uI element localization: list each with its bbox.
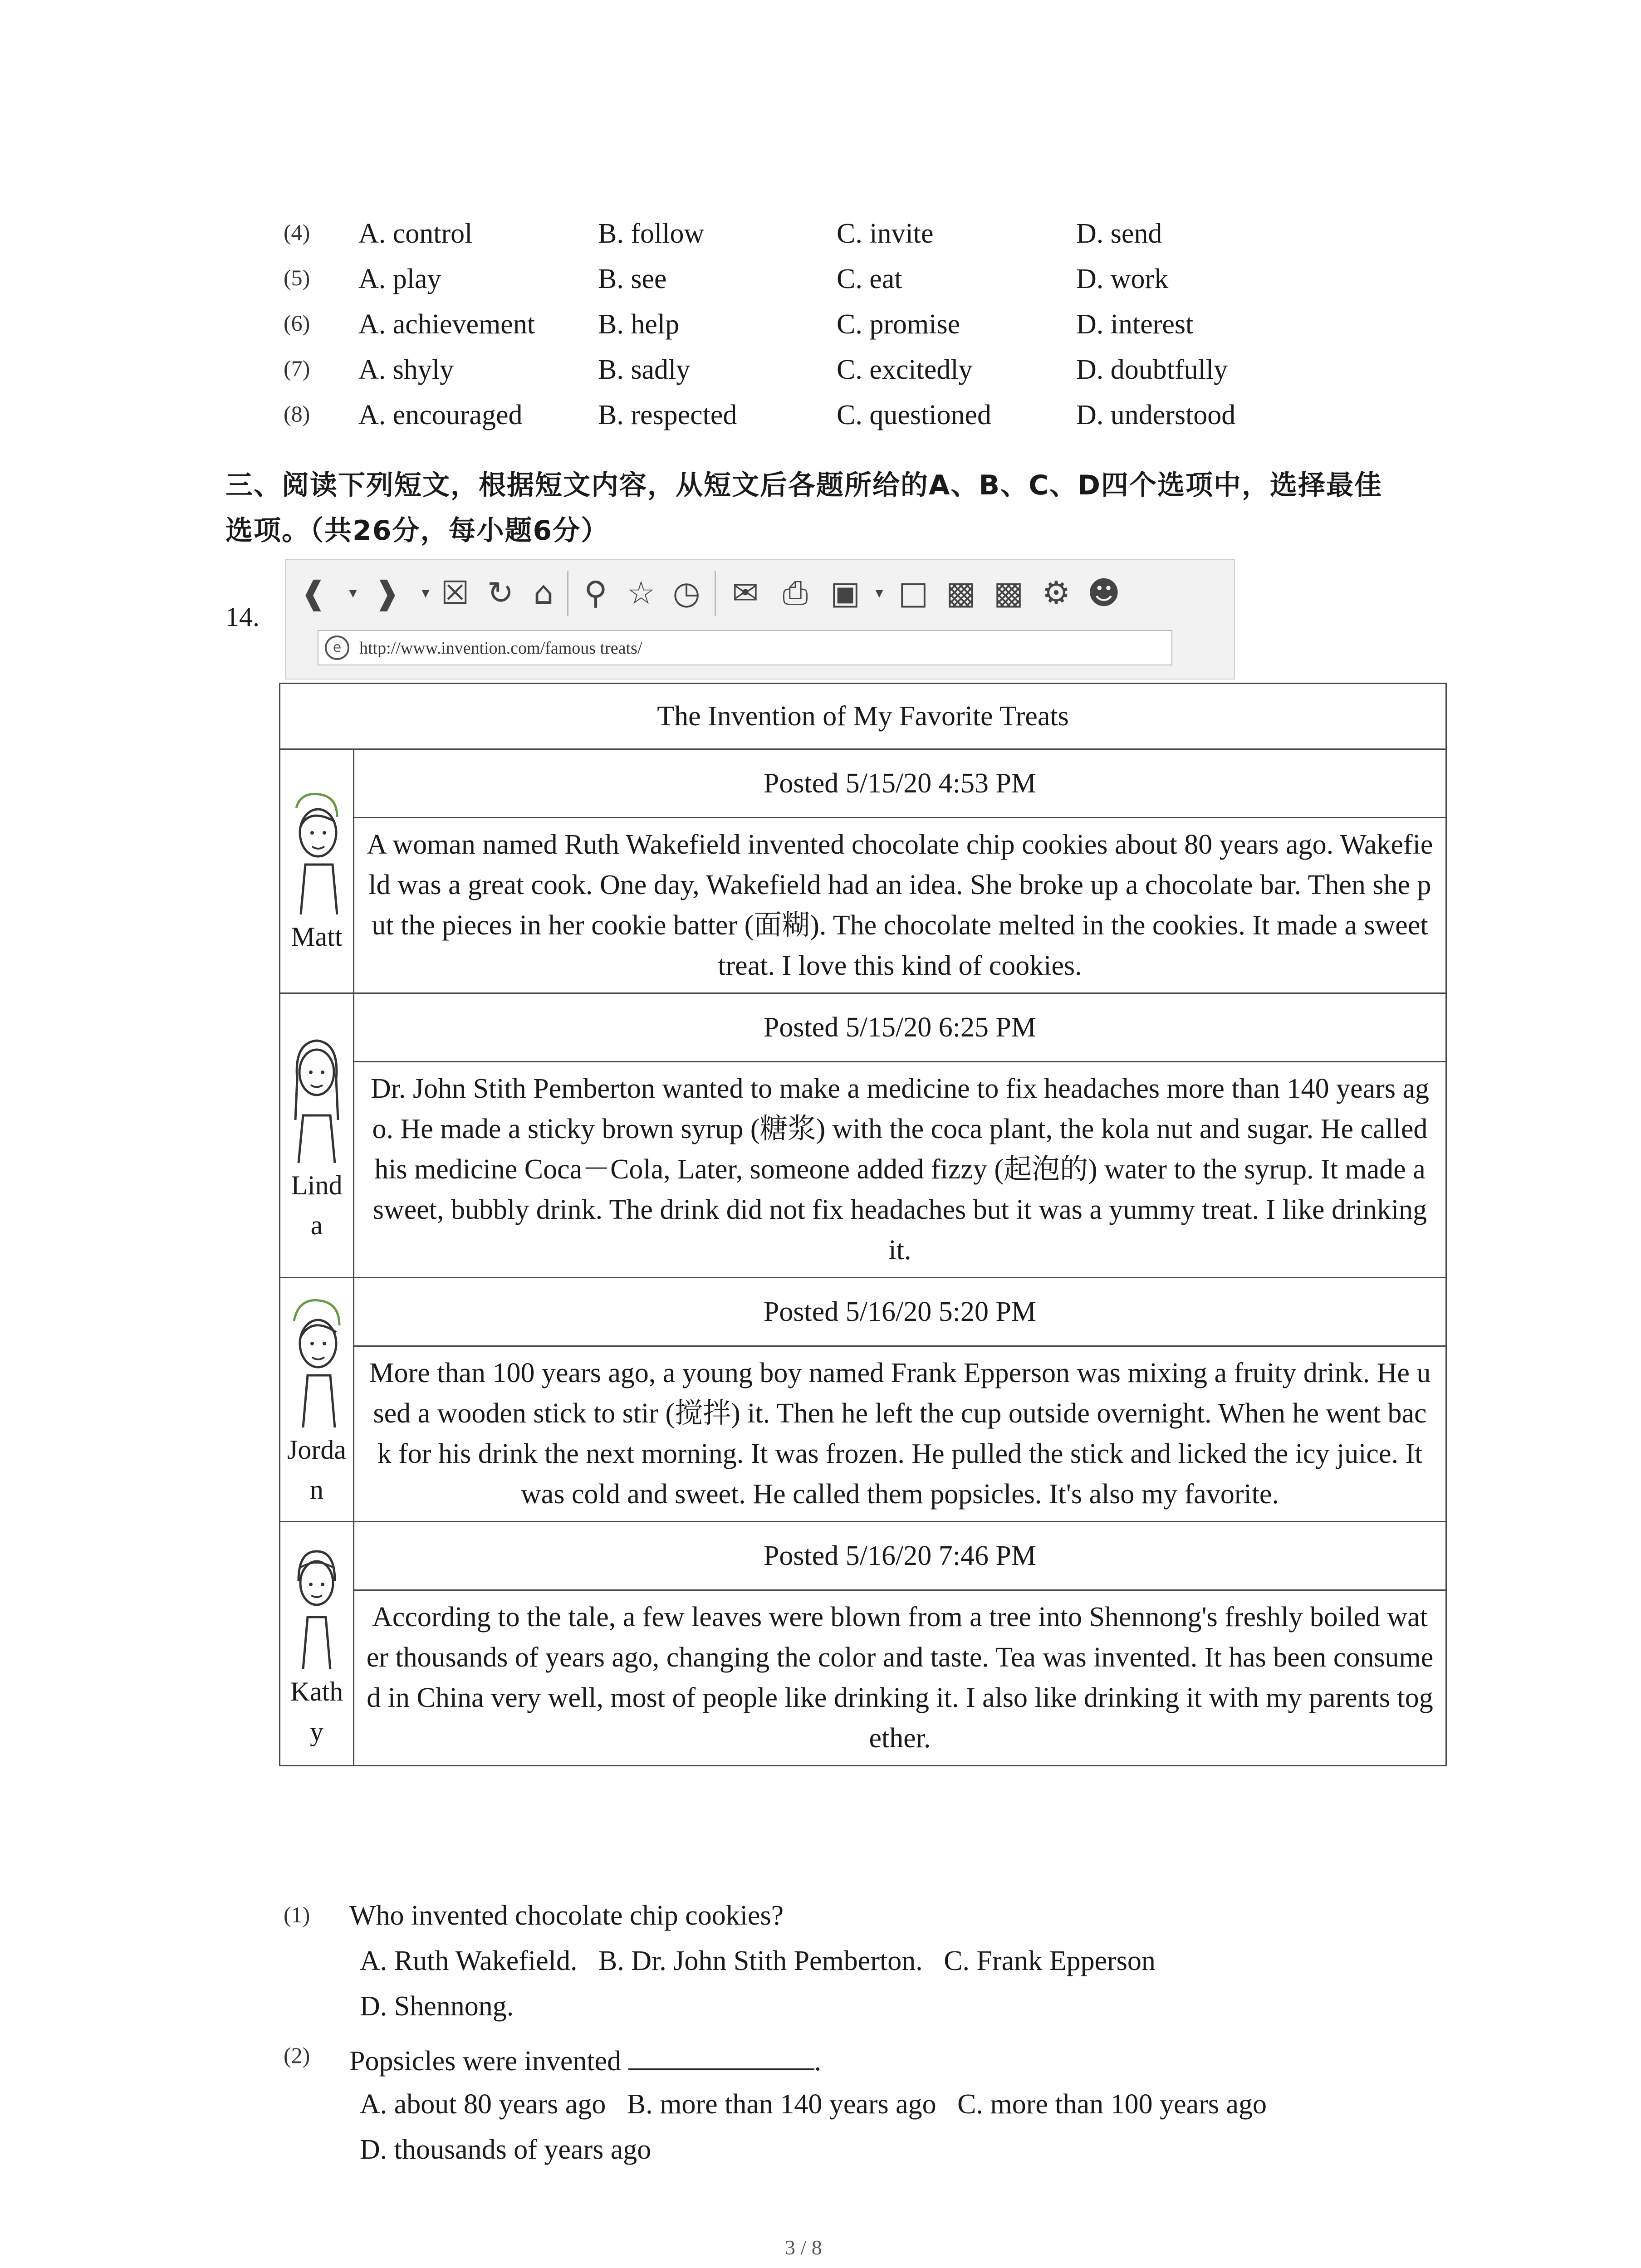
item-number: (7) bbox=[284, 356, 310, 381]
home-icon[interactable]: ⌂ bbox=[533, 574, 554, 611]
page-icon: e bbox=[325, 635, 349, 660]
question-stem-text: Popsicles were invented bbox=[349, 2046, 622, 2077]
item-number: (6) bbox=[284, 310, 310, 336]
option-a: A. encouraged bbox=[358, 400, 523, 430]
option-b: B. sadly bbox=[598, 354, 691, 385]
option-d: D. work bbox=[1076, 264, 1169, 294]
search-icon[interactable]: ⚲ bbox=[584, 574, 607, 611]
mail-icon[interactable]: ✉ bbox=[732, 574, 759, 611]
browser-toolbar bbox=[285, 559, 1235, 679]
question-stem bbox=[349, 2043, 821, 2075]
avatar-linda-icon bbox=[287, 1029, 346, 1165]
post-body bbox=[354, 1590, 1446, 1766]
favorites-star-icon[interactable]: ☆ bbox=[627, 574, 656, 611]
question-number: 14. bbox=[225, 602, 260, 632]
dropdown-arrow-icon[interactable]: ▾ bbox=[421, 584, 430, 602]
avatar-cell bbox=[280, 1522, 354, 1766]
option-b: B. see bbox=[598, 264, 667, 294]
option-c: C. questioned bbox=[837, 400, 991, 430]
avatar-cell bbox=[280, 993, 354, 1278]
messenger-icon[interactable]: ▩ bbox=[945, 574, 976, 611]
option-d: D. interest bbox=[1076, 309, 1194, 340]
forward-icon[interactable]: ❱ bbox=[373, 574, 401, 611]
post-timestamp: Posted 5/16/20 7:46 PM bbox=[354, 1522, 1446, 1590]
page-number: 3 / 8 bbox=[785, 2236, 822, 2259]
post-text: A woman named Ruth Wakefield invented chocolate chip cookies about 80 years ago. Wakefield was a great cook. One day, Wakefield had an idea. She broke up a chocolate bar. Then she put the pieces in her cookie batter (面糊). The chocolate melted in the cookies. It made a sweet treat. I love this kind of cookies. bbox=[367, 829, 1433, 981]
section-heading-line2: 选项。（共26分，每小题6分） bbox=[225, 515, 609, 547]
option-d: D. send bbox=[1076, 218, 1162, 249]
refresh-icon[interactable]: ↻ bbox=[487, 574, 514, 611]
question-options: D. Shennong. bbox=[360, 1991, 514, 2022]
post-timestamp: Posted 5/15/20 4:53 PM bbox=[354, 749, 1446, 818]
post-timestamp: Posted 5/15/20 6:25 PM bbox=[354, 993, 1446, 1062]
dropdown-arrow-icon[interactable]: ▾ bbox=[875, 584, 883, 602]
author-name: Kathy bbox=[290, 1676, 343, 1746]
question-stem-end: . bbox=[814, 2046, 822, 2077]
avatar-kathy-icon bbox=[287, 1540, 346, 1672]
answer-blank[interactable] bbox=[628, 2043, 814, 2070]
option-b: B. help bbox=[598, 309, 680, 340]
option-b: B. follow bbox=[598, 218, 705, 249]
post-text: Dr. John Stith Pemberton wanted to make a medicine to fix headaches more than 140 years ago. He made a sticky brown syrup (糖浆) with the coca plant, the kola nut and sugar. He called his medicine Coca－Cola, Later, someone added fizzy (起泡的) water to the syrup. It made a sweet, bubbly drink. The drink did not fix headaches but it was a yummy treat. I like drinking it. bbox=[371, 1073, 1429, 1266]
option-d: D. doubtfully bbox=[1076, 354, 1228, 385]
discuss-icon[interactable]: □ bbox=[898, 574, 929, 611]
table-title: The Invention of My Favorite Treats bbox=[280, 684, 1446, 749]
author-name: Jordan bbox=[287, 1434, 346, 1505]
item-number: (1) bbox=[284, 1902, 310, 1927]
dropdown-arrow-icon[interactable]: ▾ bbox=[349, 584, 357, 602]
post-body bbox=[354, 818, 1446, 993]
back-icon[interactable]: ❰ bbox=[300, 574, 327, 611]
post-body bbox=[354, 1062, 1446, 1278]
history-icon[interactable]: ◷ bbox=[672, 574, 700, 611]
option-c: C. excitedly bbox=[837, 354, 973, 385]
option-a: A. play bbox=[358, 264, 441, 294]
option-c: C. promise bbox=[837, 309, 960, 340]
address-url: http://www.invention.com/famous treats/ bbox=[359, 639, 642, 658]
toolbar-separator bbox=[567, 571, 568, 616]
post-text: According to the tale, a few leaves were blown from a tree into Shennong's freshly boiled water thousands of years ago, changing the color and taste. Tea was invented. It has been consumed in China very well, most of people like drinking it. I also like drinking it with my parents together. bbox=[366, 1602, 1434, 1754]
section-heading-line1: 三、阅读下列短文，根据短文内容，从短文后各题所给的A、B、C、D四个选项中，选择最佳 bbox=[225, 469, 1383, 501]
avatar-cell bbox=[280, 1278, 354, 1522]
question-options: D. thousands of years ago bbox=[360, 2134, 652, 2165]
avatar-matt-icon bbox=[287, 790, 346, 917]
option-a: A. control bbox=[358, 218, 473, 249]
avatar-cell bbox=[280, 749, 354, 993]
tools-icon[interactable]: ⚙ bbox=[1042, 574, 1071, 611]
option-a: A. shyly bbox=[358, 354, 454, 385]
option-d: D. understood bbox=[1076, 400, 1236, 430]
item-number: (8) bbox=[284, 401, 310, 426]
item-number: (5) bbox=[284, 265, 310, 290]
option-a: A. achievement bbox=[358, 309, 535, 340]
item-number: (4) bbox=[284, 220, 310, 245]
author-name: Linda bbox=[291, 1170, 343, 1240]
question-options: A. about 80 years ago B. more than 140 years ago C. more than 100 years ago bbox=[360, 2089, 1267, 2120]
edit-icon[interactable]: ▣ bbox=[830, 574, 861, 611]
item-number: (2) bbox=[284, 2043, 310, 2068]
stop-icon[interactable]: ☒ bbox=[441, 574, 470, 611]
posts-table bbox=[279, 683, 1447, 1766]
option-c: C. invite bbox=[837, 218, 934, 249]
avatar-jordan-icon bbox=[287, 1294, 346, 1430]
people-icon[interactable]: ☻ bbox=[1087, 574, 1121, 611]
print-icon[interactable]: ⎙ bbox=[783, 574, 808, 611]
post-text: More than 100 years ago, a young boy named Frank Epperson was mixing a fruity drink. He used a wooden stick to stir (搅拌) it. Then he left the cup outside overnight. When he went back for his drink the next morning. It was frozen. He pulled the stick and licked the icy juice. It was cold and sweet. He called them popsicles. It's also my favorite. bbox=[369, 1358, 1431, 1510]
news-icon[interactable]: ▩ bbox=[993, 574, 1024, 611]
post-body bbox=[354, 1346, 1446, 1522]
option-b: B. respected bbox=[598, 400, 737, 430]
question-options: A. Ruth Wakefield. B. Dr. John Stith Pemberton. C. Frank Epperson bbox=[360, 1945, 1156, 1976]
option-c: C. eat bbox=[837, 264, 902, 294]
question-stem: Who invented chocolate chip cookies? bbox=[349, 1900, 784, 1931]
toolbar-separator bbox=[715, 571, 716, 616]
post-timestamp: Posted 5/16/20 5:20 PM bbox=[354, 1278, 1446, 1346]
address-bar[interactable] bbox=[318, 630, 1172, 665]
author-name: Matt bbox=[291, 921, 343, 952]
